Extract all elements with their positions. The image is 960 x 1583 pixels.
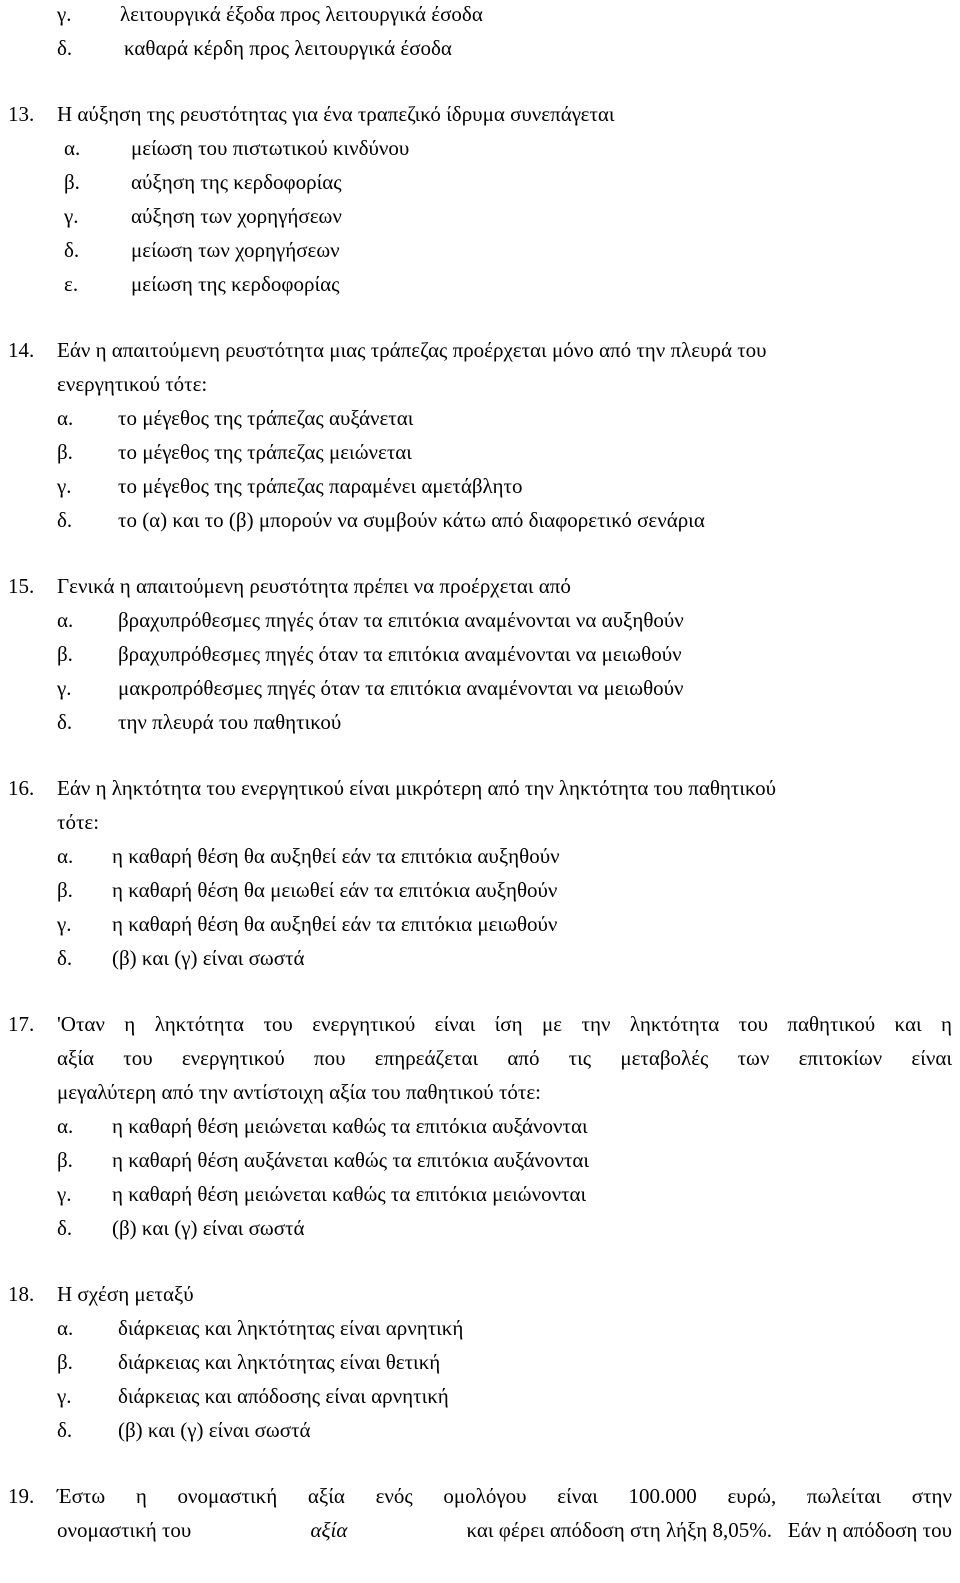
option-label: ε.	[64, 272, 79, 296]
option-label: α.	[57, 844, 74, 868]
question-number: 18.	[8, 1282, 35, 1306]
option-label: β.	[57, 1350, 73, 1374]
question-text	[57, 1010, 952, 1038]
option-text: μείωση του πιστωτικού κινδύνου	[131, 136, 410, 160]
option-label: α.	[57, 1316, 74, 1340]
question-number: 16.	[8, 776, 35, 800]
question-number: 15.	[8, 574, 35, 598]
question-number: 13.	[8, 102, 35, 126]
option-text: το μέγεθος της τράπεζας αυξάνεται	[118, 406, 414, 430]
option-text: αύξηση των χορηγήσεων	[131, 204, 342, 228]
question-text-line: αξία του ενεργητικού που επηρεάζεται από τις μεταβολές των επιτοκίων είναι	[57, 1046, 952, 1070]
option-text: το μέγεθος της τράπεζας μειώνεται	[118, 440, 412, 464]
option-text: η καθαρή θέση θα αυξηθεί εάν τα επιτόκια αυξηθούν	[112, 844, 560, 868]
question-number: 19.	[8, 1484, 35, 1508]
question-text-continued: τότε:	[57, 810, 100, 834]
option-label: β.	[57, 642, 73, 666]
option-label: α.	[64, 136, 81, 160]
option-label: γ.	[57, 2, 72, 26]
question-text-line: 'Οταν η ληκτότητα του ενεργητικού είναι ίση με την ληκτότητα του παθητικού και η	[57, 1012, 952, 1036]
question-text: Η σχέση μεταξύ	[57, 1282, 194, 1306]
option-label: α.	[57, 406, 74, 430]
option-label: β.	[57, 440, 73, 464]
option-label: γ.	[57, 474, 72, 498]
option-text: μακροπρόθεσμες πηγές όταν τα επιτόκια αναμένονται να μειωθούν	[118, 676, 684, 700]
option-text: διάρκειας και ληκτότητας είναι θετική	[118, 1350, 441, 1374]
option-text: (β) και (γ) είναι σωστά	[112, 1216, 305, 1240]
option-label: β.	[57, 1148, 73, 1172]
question-text: Εάν η ληκτότητα του ενεργητικού είναι μικρότερη από την ληκτότητα του παθητικού	[57, 776, 777, 800]
question-text: Εάν η απαιτούμενη ρευστότητα μιας τράπεζας προέρχεται μόνο από την πλευρά του	[57, 338, 767, 362]
option-text: το (α) και το (β) μπορούν να συμβούν κάτω από διαφορετικό σενάρια	[118, 508, 705, 532]
option-label: δ.	[57, 1216, 73, 1240]
question-text-part: ονομαστική του	[57, 1518, 192, 1542]
option-label: γ.	[64, 204, 79, 228]
question-text-continued: μεγαλύτερη από την αντίστοιχη αξία του παθητικού τότε:	[57, 1080, 541, 1104]
option-label: γ.	[57, 912, 72, 936]
option-label: δ.	[57, 710, 73, 734]
option-label: β.	[57, 878, 73, 902]
option-text: λειτουργικά έξοδα προς λειτουργικά έσοδα	[120, 2, 483, 26]
question-text: Η αύξηση της ρευστότητας για ένα τραπεζικό ίδρυμα συνεπάγεται	[57, 102, 615, 126]
option-label: δ.	[57, 36, 73, 60]
question-text-line: Έστω η ονομαστική αξία ενός ομολόγου είναι 100.000 ευρώ, πωλείται στην	[57, 1484, 952, 1508]
option-text: αύξηση της κερδοφορίας	[131, 170, 342, 194]
option-label: δ.	[64, 238, 80, 262]
option-label: α.	[57, 608, 74, 632]
question-text-continued: ενεργητικού τότε:	[57, 372, 208, 396]
option-text: καθαρά κέρδη προς λειτουργικά έσοδα	[124, 36, 452, 60]
option-text: βραχυπρόθεσμες πηγές όταν τα επιτόκια αναμένονται να μειωθούν	[118, 642, 682, 666]
option-text: μείωση της κερδοφορίας	[131, 272, 340, 296]
option-label: γ.	[57, 1384, 72, 1408]
option-label: δ.	[57, 1418, 73, 1442]
option-text: η καθαρή θέση μειώνεται καθώς τα επιτόκια αυξάνονται	[112, 1114, 588, 1138]
question-number: 14.	[8, 338, 35, 362]
option-label: δ.	[57, 508, 73, 532]
option-label: δ.	[57, 946, 73, 970]
option-text: μείωση των χορηγήσεων	[131, 238, 340, 262]
question-text: Γενικά η απαιτούμενη ρευστότητα πρέπει να προέρχεται από	[57, 574, 571, 598]
option-text: η καθαρή θέση θα αυξηθεί εάν τα επιτόκια μειωθούν	[112, 912, 558, 936]
question-text-continued	[57, 1044, 952, 1072]
question-number: 17.	[8, 1012, 35, 1036]
option-text: διάρκειας και ληκτότητας είναι αρνητική	[118, 1316, 464, 1340]
option-text: (β) και (γ) είναι σωστά	[118, 1418, 311, 1442]
option-text: την πλευρά του παθητικού	[118, 710, 342, 734]
option-text: η καθαρή θέση αυξάνεται καθώς τα επιτόκια αυξάνονται	[112, 1148, 590, 1172]
question-text	[57, 1482, 952, 1510]
option-text: βραχυπρόθεσμες πηγές όταν τα επιτόκια αναμένονται να αυξηθούν	[118, 608, 684, 632]
question-text-part: και φέρει απόδοση στη λήξη 8,05%. Εάν η απόδοση του	[466, 1518, 952, 1542]
option-label: γ.	[57, 1182, 72, 1206]
question-text-italic: αξία	[310, 1518, 348, 1542]
option-text: η καθαρή θέση μειώνεται καθώς τα επιτόκια μειώνονται	[112, 1182, 587, 1206]
option-text: η καθαρή θέση θα μειωθεί εάν τα επιτόκια αυξηθούν	[112, 878, 558, 902]
option-label: β.	[64, 170, 80, 194]
option-text: (β) και (γ) είναι σωστά	[112, 946, 305, 970]
option-label: α.	[57, 1114, 74, 1138]
option-label: γ.	[57, 676, 72, 700]
option-text: το μέγεθος της τράπεζας παραμένει αμετάβλητο	[118, 474, 523, 498]
question-text-continued	[57, 1516, 952, 1544]
option-text: διάρκειας και απόδοσης είναι αρνητική	[118, 1384, 449, 1408]
